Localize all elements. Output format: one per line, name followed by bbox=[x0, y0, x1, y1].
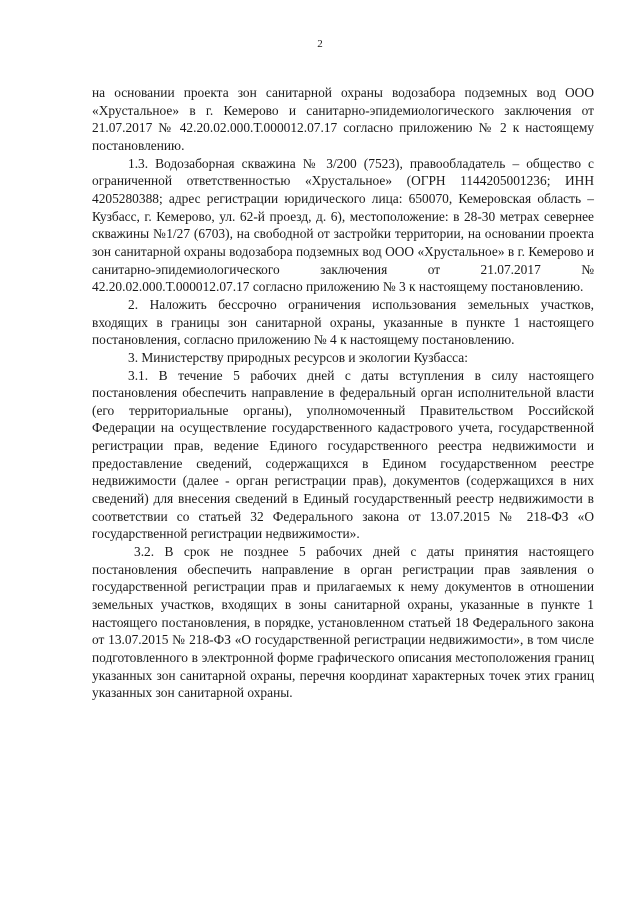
paragraph-1-3: 1.3. Водозаборная скважина № 3/200 (7523), правообладатель – общество с ограниченной ответственностью «Хрустальное» (ОГРН 1144205001236; ИНН 4205280388; адрес регистрации юридического лица: 650070, Кемеровская область – Кузбасс, г. Кемерово, ул. 62-й проезд, д. 6), местоположение: в 28-30 метрах севернее скважины №1/27 (6703), на свободной от застройки территории, на основании проекта зон санитарной охраны водозабора подземных вод ООО «Хрустальное» в г. Кемерово и санитарно-эпидемиологического заключения от 21.07.2017 № 42.20.02.000.Т.000012.07.17 согласно приложению № 3 к настоящему постановлению. bbox=[92, 155, 594, 295]
paragraph-continuation: на основании проекта зон санитарной охраны водозабора подземных вод ООО «Хрустальное» в г. Кемерово и санитарно-эпидемиологического заключения от 21.07.2017 № 42.20.02.000.Т.000012.07.17 согласно приложению № 2 к настоящему постановлению. bbox=[92, 85, 594, 153]
paragraph-3-1: 3.1. В течение 5 рабочих дней с даты вступления в силу настоящего постановления обеспечить направление в федеральный орган исполнительной власти (его территориальные органы), уполномоченный Правительством Российской Федерации на осуществление государственного кадастрового учета, государственной регистрации прав, ведение Единого государственного реестра недвижимости и предоставление сведений, содержащихся в Едином государственном реестре недвижимости (далее - орган регистрации прав), документов (содержащихся в них сведений) для внесения сведений в Единый государственный реестр недвижимости в соответствии со статьей 32 Федерального закона от 13.07.2015 № 218-ФЗ «О государственной регистрации недвижимости». bbox=[92, 367, 594, 542]
paragraph-2: 2. Наложить бессрочно ограничения использования земельных участков, входящих в границы зон санитарной охраны, указанные в пункте 1 настоящего постановления, согласно приложению № 4 к настоящему постановлению. bbox=[92, 296, 594, 348]
document-body bbox=[92, 84, 594, 702]
paragraph-3-2: 3.2. В срок не позднее 5 рабочих дней с даты принятия настоящего постановления обеспечить направление в орган регистрации прав заявления о государственной регистрации прав и прилагаемых к нему документов в отношении земельных участков, входящих в зоны санитарной охраны, указанные в пункте 1 настоящего постановления, в порядке, установленном статьей 18 Федерального закона от 13.07.2015 № 218-ФЗ «О государственной регистрации недвижимости», в том числе подготовленного в электронной форме графического описания местоположения границ указанных зон санитарной охраны, перечня координат характерных точек этих границ указанных зон санитарной охраны. bbox=[92, 544, 594, 701]
paragraph-3: 3. Министерству природных ресурсов и экологии Кузбасса: bbox=[128, 349, 468, 365]
page-number: 2 bbox=[317, 38, 323, 50]
